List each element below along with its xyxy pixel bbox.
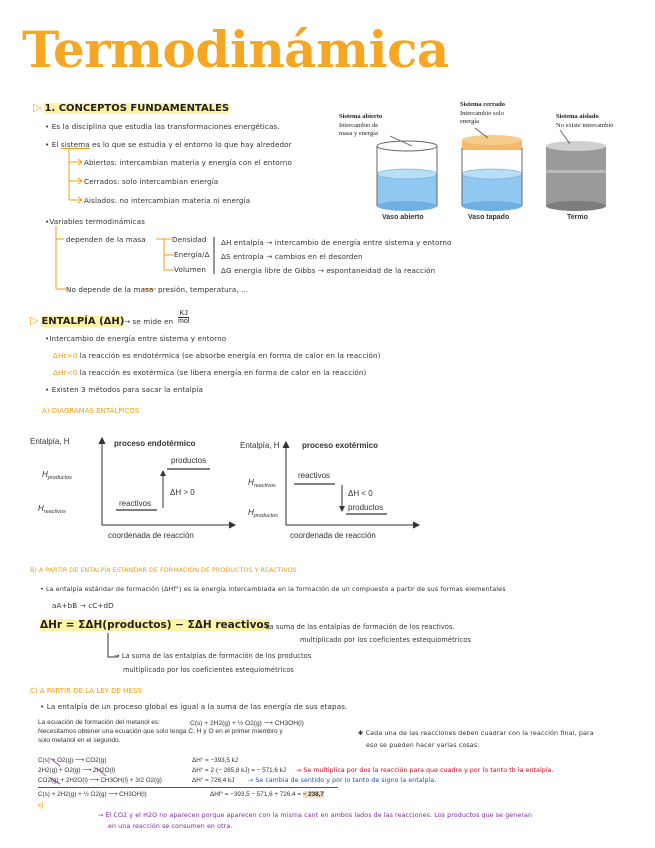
note2: eso se pueden hacer varias cosas:	[366, 741, 480, 749]
step3-eq: CO2(g) + 2H2O(l) ⟶ CH3OH(l) + 3/2 O2(g)	[38, 777, 162, 784]
note1: ✱ Cada una de las reacciones deben cuadrar con la reacción final, para	[358, 729, 594, 737]
closed-vessel-icon	[462, 135, 522, 211]
dh-neg: ΔH < 0	[348, 489, 373, 498]
total-eq: C(s) + 2H2(g) + ½ O2(g) ⟶ CH3OH(l)	[38, 791, 147, 798]
open-system-desc1: Intercambio de	[339, 122, 379, 129]
closed-system-desc2: energía	[460, 118, 480, 125]
step2-eq: 2H2(g) + O2(g) ⟶ 2H2O(l)	[38, 767, 116, 774]
brace-line	[213, 236, 219, 276]
h-reactivos-label: $H_{reactivos}$	[38, 504, 66, 515]
secB-r2: multiplicado por los coeficientes estequiométricos	[300, 636, 471, 644]
closed-system-desc1: Intercambio solo	[460, 110, 504, 117]
endotermica-line: ΔHr>0 la reacción es endotérmica (se absorbe energía en forma de calor en la reacción)	[53, 351, 381, 360]
presion-temperatura: presión, temperatura, ...	[158, 285, 249, 294]
thermos-icon	[546, 141, 606, 211]
exotermica-line: ΔHr<0 la reacción es exotérmica (se libera energía en forma de calor en la reacción)	[53, 368, 367, 377]
step2-note: → Se multiplica por dos la reacción para que cuadre y por lo tanto tb la entalpía.	[296, 767, 554, 774]
footnote1: → El CO2 y el H2O no aparecen porque aparecen con la misma cant en ambos lados de las reacciones. Los productos que se generan	[98, 812, 533, 819]
enthalpy-diagrams	[30, 432, 430, 544]
productos-text: productos	[171, 456, 207, 465]
open-system-desc2: masa y energía	[339, 130, 378, 137]
dependen-masa: dependen de la masa	[66, 235, 146, 244]
tipo-aislados: Aislados: no intercambian materia ni energía	[84, 196, 251, 205]
tipo-abiertos: Abiertos: intercambian materia y energía con el entorno	[84, 158, 292, 167]
step3-dh: ΔH° = 726,4 kJ	[192, 777, 235, 784]
metanol-m1: La ecuación de formación del metanol es:	[38, 719, 161, 726]
productos-text-2: productos	[348, 503, 384, 512]
secC-heading: C) A PARTIR DE LA LEY DE HESS	[30, 687, 142, 695]
caption-termo: Termo	[567, 214, 588, 221]
exo-title: proceso exotérmico	[302, 441, 379, 450]
secB-reaction: aA+bB → cC+dD	[52, 601, 114, 610]
secB-p2: multiplicado por los coeficientes estequiométricos	[123, 666, 294, 674]
sistema-tree-lines	[66, 148, 86, 208]
var-densidad: Densidad	[172, 235, 207, 244]
step3-note: → Se cambia de sentido y por lo tanto de signo la entalpía.	[248, 777, 437, 784]
metanol-m3: solo metanol en el segundo.	[38, 737, 121, 744]
var-volumen: Volumen	[174, 265, 206, 274]
endo-title: proceso endotérmico	[114, 439, 196, 448]
gibbs-def: ΔG energía libre de Gibbs → espontaneidad de la reacción	[221, 266, 436, 275]
metanol-eq: C(s) + 2H2(g) + ½ O2(g) ⟶ CH3OH(l)	[190, 720, 304, 727]
bullet-sistema: • El sistema es lo que se estudia y el entorno lo que hay alrededor	[45, 140, 292, 149]
diagramas-heading: A) DIAGRAMAS ENTÁLPICOS	[42, 407, 140, 415]
entalpia-line1: •Intercambio de energía entre sistema y entorno	[45, 334, 227, 343]
secB-formula: ΔHr = ΣΔH(productos) − ΣΔH reactivos	[40, 619, 270, 631]
x-label-2: coordenada de reacción	[290, 531, 376, 540]
kj-unit: kJ	[38, 801, 44, 809]
metodos-line: • Existen 3 métodos para sacar la entalpía	[45, 385, 204, 394]
unit-text: → se mide en	[124, 317, 174, 326]
closed-system-title: Sistema cerrado	[460, 101, 505, 108]
secB-heading: B) A PARTIR DE ENTALPÍA ESTÁNDAR DE FORMACIÓN DE PRODUCTOS Y REACTIVOS	[30, 566, 297, 574]
step2-dh: ΔH° = 2·(− 285,8 kJ) = − 571,6 kJ	[192, 767, 286, 774]
secB-line1: • La entalpía estándar de formación (ΔHf°) es la energía intercambiada en la formación de un compuesto a partir de sus formas elementales	[40, 585, 506, 593]
sum-line	[38, 787, 338, 788]
step1-eq: C(s) + O2(g) ⟶ CO2(g)	[38, 757, 107, 764]
unit-fraction: KJ mol	[178, 310, 190, 325]
no-depende-masa: No depende de la masa	[66, 285, 154, 294]
secC-line1: • La entalpía de un proceso global es igual a la suma de las energía de sus etapas.	[40, 702, 348, 711]
bullet-disciplina: • Es la disciplina que estudia las transformaciones energéticas.	[45, 122, 280, 131]
secB-p1: → La suma de las entalpías de formación de los productos	[114, 652, 312, 660]
triangle-icon: ▷	[30, 314, 39, 327]
isolated-system-desc: No existe intercambio	[556, 122, 614, 129]
systems-illustration	[370, 126, 630, 216]
h-productos-label-2: $H_{productos}$	[248, 508, 278, 519]
isolated-system-title: Sistema aislado	[556, 113, 599, 120]
step1-dh: ΔH° = −393,5 kJ	[192, 757, 238, 764]
h-productos-label: $H_{productos}$	[42, 470, 72, 481]
open-system-title: Sistema abierto	[339, 113, 383, 120]
x-label: coordenada de reacción	[108, 531, 194, 540]
secB-r1: → La suma de las entalpías de formación de los reactivos.	[258, 623, 455, 631]
entalpia-def: ΔH entalpía → intercambio de energía entre sistema y entorno	[221, 238, 452, 247]
triangle-icon: ▷	[33, 101, 42, 114]
var-energia: Energía/Δ	[174, 250, 210, 259]
h-reactivos-label-2: $H_{reactivos}$	[248, 478, 276, 489]
caption-vaso-abierto: Vaso abierto	[382, 214, 424, 221]
entropia-def: ΔS entropía → cambios en el desorden	[221, 252, 363, 261]
page-title: Termodinámica	[22, 20, 449, 79]
cancellation-marks	[36, 754, 196, 788]
metanol-m2: Necesitamos obtener una ecuación que solo tenga C, H y O en el primer miembro y	[38, 728, 283, 735]
caption-vaso-tapado: Vaso tapado	[468, 214, 510, 221]
section-heading-conceptos: ▷ 1. CONCEPTOS FUNDAMENTALES	[33, 101, 230, 114]
section-heading-entalpia: ▷ ENTALPÍA (ΔH)	[30, 314, 125, 327]
footnote2: en una reacción se consumen en otra.	[108, 823, 233, 830]
y-label-2: Entalpía, H	[240, 441, 280, 450]
dh-pos: ΔH > 0	[170, 488, 195, 497]
reactivos-text-2: reactivos	[298, 471, 331, 480]
y-label: Entalpía, H	[30, 437, 70, 446]
total-dh: ΔHf° = −393,5 − 571,6 + 726,4 = − 238,7	[210, 791, 324, 798]
exothermic-diagram	[240, 441, 419, 540]
reactivos-text: reactivos	[119, 499, 152, 508]
endothermic-diagram	[30, 437, 235, 540]
variables-termo: •Variables termodinámicas	[45, 217, 145, 226]
tipo-cerrados: Cerrados: solo intercambian energía	[84, 177, 219, 186]
open-vessel-icon	[377, 141, 437, 211]
